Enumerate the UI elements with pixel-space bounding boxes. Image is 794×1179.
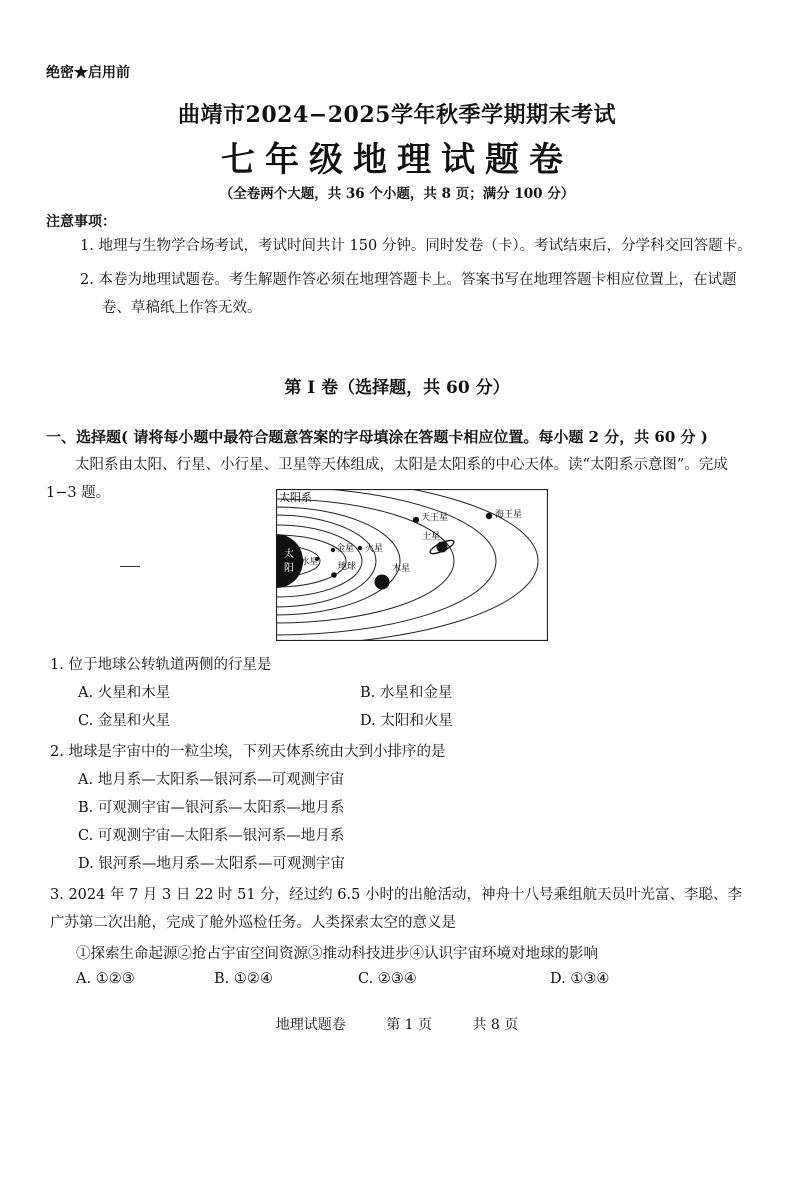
mercury-label: 水星 bbox=[301, 557, 319, 567]
notice-heading: 注意事项： bbox=[46, 214, 116, 230]
paper-title: 七年级地理试题卷 bbox=[221, 140, 573, 180]
exam-title: 曲靖市2024−2025学年秋季学期期末考试 bbox=[178, 102, 616, 128]
q1-option-a: A. 火星和木星 bbox=[78, 685, 171, 701]
q1-option-b: B. 水星和金星 bbox=[360, 685, 453, 701]
page-footer bbox=[0, 1014, 794, 1034]
q3-option-b: B. ①②④ bbox=[214, 971, 273, 987]
question-1-stem: 1. 位于地球公转轨道两侧的行星是 bbox=[50, 657, 272, 673]
paper-scope: （全卷两个大题，共 36 个小题，共 8 页；满分 100 分） bbox=[219, 186, 575, 202]
q2-option-a: A. 地月系—太阳系—银河系—可观测宇宙 bbox=[78, 772, 345, 788]
q3-option-d: D. ①③④ bbox=[550, 971, 610, 987]
uranus-icon bbox=[413, 517, 419, 523]
question-3-stem: 3. 2024 年 7 月 3 日 22 时 51 分，经过约 6.5 小时的出舱活动，神舟十八号乘组航天员叶光富、李聪、李广苏第二次出舱，完成了舱外巡检任务。人类探索太空的意义是 bbox=[50, 887, 742, 931]
diagram-title: 太阳系 bbox=[279, 491, 312, 504]
solar-system-diagram bbox=[276, 489, 548, 641]
q3-option-c: C. ②③④ bbox=[358, 971, 417, 987]
neptune-label: 海王星 bbox=[495, 510, 523, 520]
footer-page-number: 第 1 页 bbox=[386, 1017, 432, 1033]
sun-label-1: 太 bbox=[284, 549, 294, 560]
saturn-label: 土星 bbox=[422, 532, 441, 542]
uranus-label: 天王星 bbox=[421, 513, 449, 523]
q1-option-c: C. 金星和火星 bbox=[78, 713, 171, 729]
jupiter-icon bbox=[375, 575, 390, 590]
stray-dash bbox=[120, 566, 140, 567]
sun-label-2: 阳 bbox=[284, 563, 294, 574]
q2-option-d: D. 银河系—地月系—太阳系—可观测宇宙 bbox=[78, 856, 345, 872]
q3-option-a: A. ①②③ bbox=[76, 971, 135, 987]
q2-option-b: B. 可观测宇宙—银河系—太阳系—地月系 bbox=[78, 800, 345, 816]
venus-icon bbox=[331, 548, 335, 552]
mars-icon bbox=[358, 546, 362, 550]
question-2-stem: 2. 地球是宇宙中的一粒尘埃，下列天体系统由大到小排序的是 bbox=[50, 744, 446, 760]
earth-icon bbox=[331, 572, 337, 578]
earth-label: 地球 bbox=[338, 562, 357, 572]
q2-option-c: C. 可观测宇宙—太阳系—银河系—地月系 bbox=[78, 828, 345, 844]
jupiter-label: 木星 bbox=[392, 564, 411, 574]
footer-paper-name: 地理试题卷 bbox=[275, 1017, 346, 1033]
saturn-icon bbox=[437, 542, 448, 553]
footer-page-total: 共 8 页 bbox=[472, 1017, 519, 1033]
q3-statements: ①探索生命起源②抢占宇宙空间资源③推动科技进步④认识宇宙环境对地球的影响 bbox=[76, 946, 598, 962]
notice-item-1: 1. 地理与生物学合场考试，考试时间共计 150 分钟。同时发卷（卡）。考试结束后，分学科交回答题卡。 bbox=[80, 238, 752, 254]
confidential-mark: 绝密★启用前 bbox=[46, 65, 130, 81]
notice-list bbox=[80, 232, 760, 322]
notice-item-2: 2. 本卷为地理试题卷。考生解题作答必须在地理答题卡上。答案书写在地理答题卡相应位置上，在试题卷、草稿纸上作答无效。 bbox=[80, 272, 737, 316]
section-intro: 太阳系由太阳、行星、小行星、卫星等天体组成，太阳是太阳系的中心天体。读“太阳系示意图”。完成 1−3 题。 bbox=[46, 457, 728, 501]
part-heading: 第 I 卷（选择题，共 60 分） bbox=[284, 378, 510, 398]
neptune-icon bbox=[486, 513, 492, 519]
q1-option-d: D. 太阳和火星 bbox=[360, 713, 453, 729]
mars-label: 火星 bbox=[365, 544, 384, 554]
section-heading: 一、选择题( 请将每小题中最符合题意答案的字母填涂在答题卡相应位置。每小题 2 分，共 60 分 ) bbox=[46, 428, 708, 446]
venus-label: 金星 bbox=[336, 544, 355, 554]
